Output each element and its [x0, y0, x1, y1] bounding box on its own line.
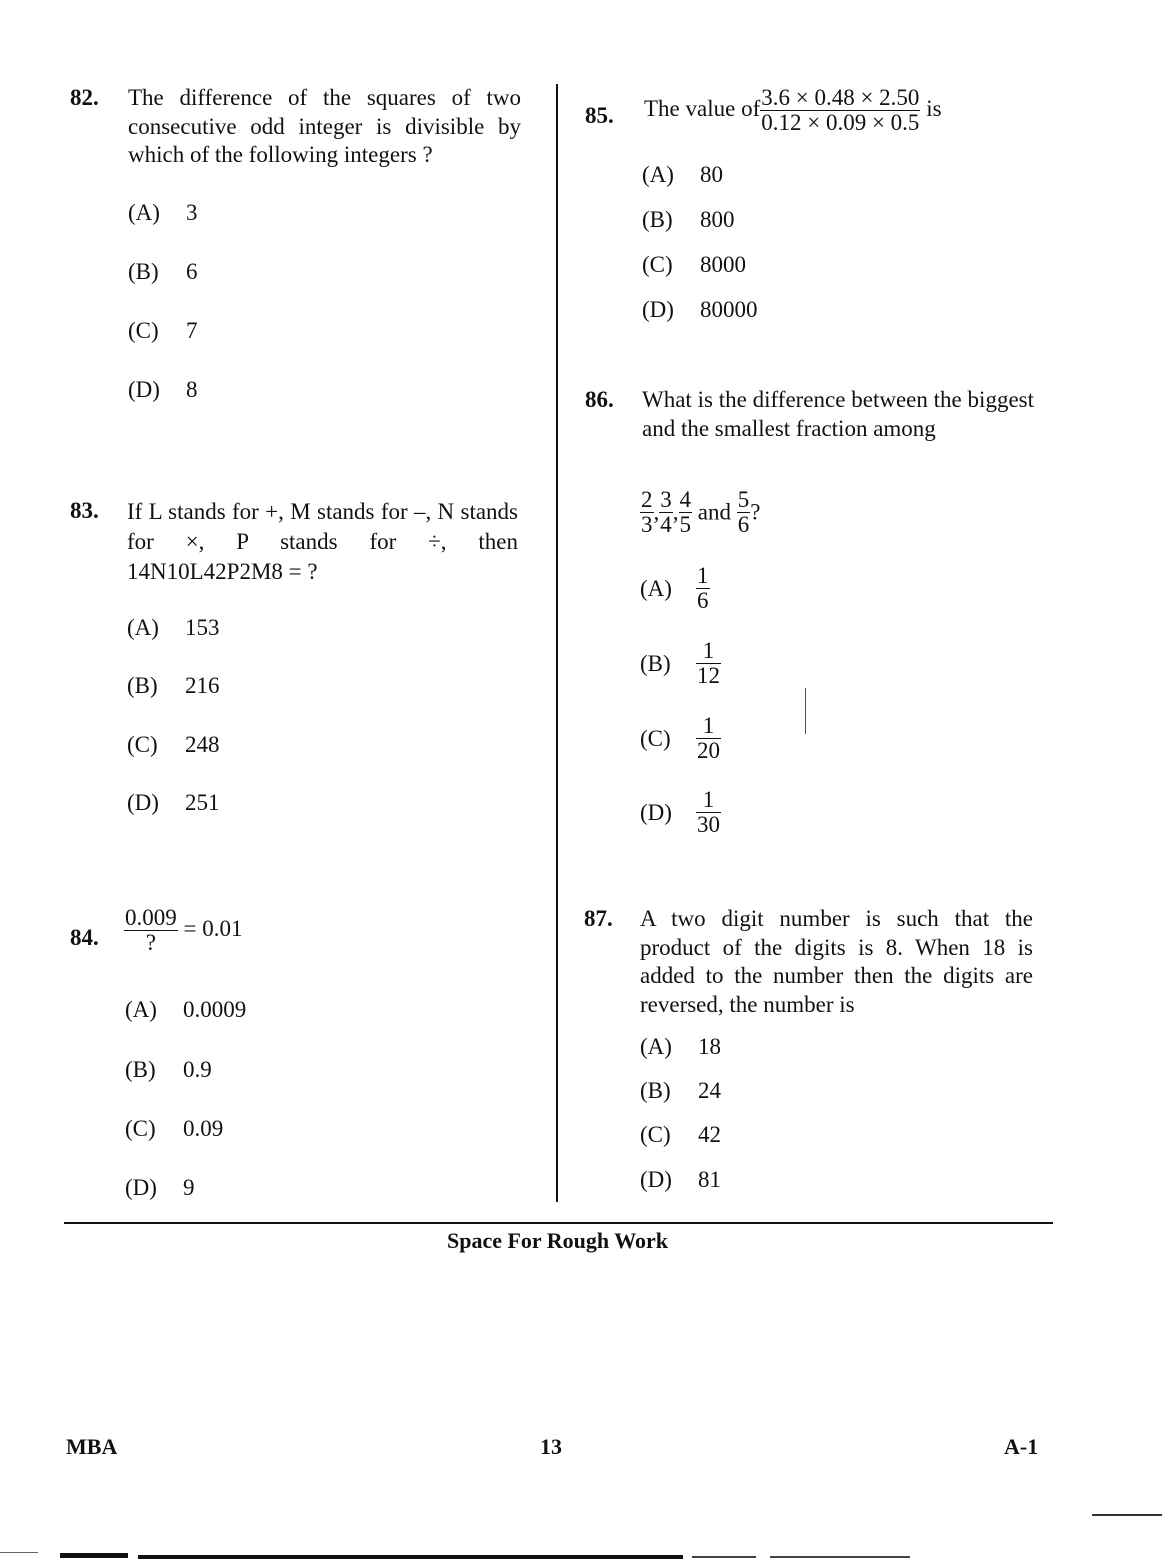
q86-text: What is the difference between the biggest and the smallest fraction among	[642, 387, 1034, 441]
q87-option-a[interactable]: (A) 18	[640, 1034, 721, 1059]
footer-subject: MBA	[66, 1434, 118, 1459]
q82-option-b[interactable]: (B) 6	[128, 259, 198, 284]
q85-numerator: 3.6 × 0.48 × 2.50	[761, 85, 920, 110]
q84-equation	[124, 906, 242, 955]
q82-text: The difference of the squares of two consecutive odd integer is divisible by which of the following integers ?	[128, 85, 521, 167]
scan-bar-6	[0, 1552, 38, 1553]
q86-fraction-list: $\frac{2}{3}$ , $\frac{3}{4}$ , $\frac{4}{5}$ and $\frac{5}{6}$ ?	[641, 487, 761, 538]
q82-option-d[interactable]: (D) 8	[128, 377, 198, 402]
q86-question-mark: ?	[750, 499, 761, 525]
q84-fraction	[124, 906, 178, 955]
q82-number: 82.	[70, 85, 99, 110]
q85-option-d[interactable]: (D) 80000	[642, 297, 758, 322]
q83-option-b[interactable]: (B) 216	[127, 673, 220, 698]
q87-option-c[interactable]: (C) 42	[640, 1122, 721, 1147]
scan-bar-3	[692, 1556, 756, 1558]
q86-number: 86.	[585, 387, 614, 412]
q82-option-c[interactable]: (C) 7	[128, 318, 198, 343]
q87-option-d[interactable]: (D) 81	[640, 1167, 721, 1192]
q83-option-a[interactable]: (A) 153	[127, 615, 220, 640]
q84-number: 84.	[70, 925, 99, 950]
q85-fraction	[760, 86, 920, 135]
q85-prefix: The value of	[644, 95, 761, 121]
scan-bar-2	[138, 1555, 683, 1559]
q85-suffix: is	[926, 95, 942, 121]
q83-option-c[interactable]: (C) 248	[127, 732, 220, 757]
q87-text: A two digit number is such that the product of the digits is 8. When 18 is added to the number then the digits are reversed, the number is	[640, 906, 1033, 1017]
scan-bar-4	[770, 1556, 910, 1558]
q86-option-b[interactable]: (B) $\frac{1}{12}$	[640, 638, 720, 689]
q83-option-d[interactable]: (D) 251	[127, 790, 220, 815]
q84-option-c[interactable]: (C) 0.09	[125, 1116, 224, 1141]
stray-mark	[805, 688, 806, 734]
q83-number: 83.	[70, 498, 99, 523]
q86-fraction-2: $\frac{3}{4}$	[660, 487, 672, 538]
q87-number: 87.	[584, 906, 613, 931]
q85-option-a[interactable]: (A) 80	[642, 162, 723, 187]
q84-option-a[interactable]: (A) 0.0009	[125, 997, 247, 1022]
q87-option-b[interactable]: (B) 24	[640, 1078, 721, 1103]
q85-question	[644, 86, 942, 135]
q84-option-d[interactable]: (D) 9	[125, 1175, 195, 1200]
q86-option-d[interactable]: (D) $\frac{1}{30}$	[640, 787, 720, 838]
footer-code: A-1	[1004, 1434, 1039, 1459]
q86-option-c[interactable]: (C) $\frac{1}{20}$	[640, 713, 720, 764]
q85-number: 85.	[585, 103, 614, 128]
footer-page-number: 13	[540, 1434, 562, 1459]
q86-and-word: and	[697, 499, 731, 525]
scan-bar-1	[60, 1553, 128, 1558]
q85-option-b[interactable]: (B) 800	[642, 207, 735, 232]
column-divider	[556, 84, 558, 1202]
scan-bar-5	[1092, 1514, 1162, 1516]
rough-work-label: Space For Rough Work	[446, 1228, 669, 1253]
q82-option-a[interactable]: (A) 3	[128, 200, 198, 225]
q86-fraction-3: $\frac{4}{5}$	[679, 487, 691, 538]
q84-option-b[interactable]: (B) 0.9	[125, 1057, 212, 1082]
q85-denominator: 0.12 × 0.09 × 0.5	[761, 110, 920, 136]
q86-fraction-1: $\frac{2}{3}$	[641, 487, 653, 538]
q84-rhs: = 0.01	[183, 915, 243, 941]
q86-fraction-4: $\frac{5}{6}$	[737, 487, 750, 538]
q85-option-c[interactable]: (C) 8000	[642, 252, 746, 277]
q83-text: If L stands for +, M stands for –, N stands for ×, P stands for ÷, then 14N10L42P2M8 = ?	[127, 499, 518, 584]
q86-option-a[interactable]: (A) $\frac{1}{6}$	[640, 563, 709, 614]
q84-denominator: ?	[145, 930, 156, 956]
rough-work-divider	[64, 1222, 1053, 1224]
q84-numerator: 0.009	[125, 905, 177, 930]
